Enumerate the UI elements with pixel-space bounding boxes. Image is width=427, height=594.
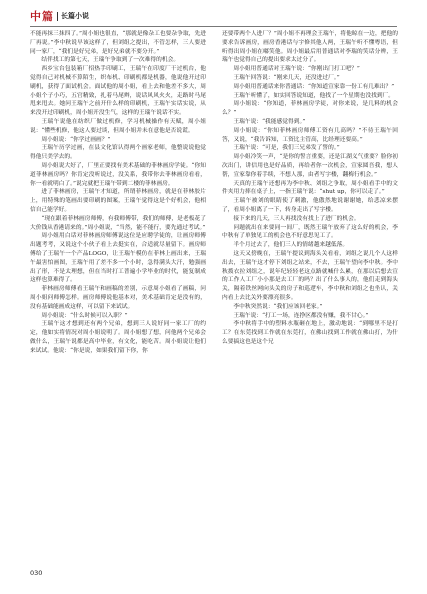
paragraph: 问题就出在来要同一间厂，既然王瑞午放弃了这么好的机会，李中秋有了单独见工的机会也不好意思见工了。 [222,224,398,240]
paragraph: 还要带两个人进厂？”周小姐不再理会王瑞午，将他晾在一边，把他的要求告诉画房，画房香港话与宇修其他人两，王瑞午听不懂粤语，但听得出周小姐在嘟笑他。周小姐最后用普通话对李瑞的笑话分辨，王瑞午也觉得自己的提出要求太过分了。 [222,31,398,64]
section-title: 长篇小说 [61,12,89,20]
header-rule [30,26,397,27]
paragraph: 周小姐说：“什么时候可以入职？” [41,312,128,319]
paragraph: 王瑞午这才想到还有两个兄弟，想到三人说好同一家工厂的约定，他如实将情况对周小姐说明了。周小姐想了想，问他两个兄弟会做什么，王瑞午说都是高中毕业，有文化，能吃苦。周小姐说让他们来试试。他说：“你是说，如果我们留下你，你 [30,321,206,354]
paragraph: 周小姐用普通话来你普通话：“你知道宣家靠一份工有几难出？” [233,83,395,90]
right-column [222,30,398,558]
paragraph: 半个月过去了，他们三人的情绪越来越低落。 [233,242,349,249]
paragraph: 西乡宝台包装箱厂招热手印刷工，王瑞午在印度厂干过机台，他觉得自己对机械不算陌生，织布机、印刷机都是机器，他说他开过印刷机，获得了面试机会。面试他的周小姐，看上去和他差不多大，周小姐个子小巧，五官精致，扎着马尾辫，说话风风火火，走路时马尾甩来甩去。她问王瑞午之前开什么样的印刷机，王瑞午实话实说，从来没开过印刷机，周小姐开没生气，这样的王瑞午说话不实。 [30,66,206,117]
paragraph: 接下来的几天，三人再找没有找上了进厂的机会。 [233,215,360,222]
paragraph: 周小姐说：“你知道，菲林画房学徒，对你来说，是几料的机会么？” [222,101,398,117]
paragraph: 周小姐说大好了，厂里正要找有美术基础的菲林画房学徒。“你知道菲林画房吗？你肯定没听说过，没关系，我带你去菲林画房看看，你一看就明白了。”说完就把王瑞午带到二楼的菲林画房。 [30,162,206,187]
left-column [30,30,206,558]
paragraph: 周小姐说：“你学过画画？” [41,136,111,143]
paragraph: 周小姐用白话对菲林画房师傅说这位是应聘学徒的，让画房师傅出题考考，又说这个小伙子看上去挺实在，合适就尽量留下。画房师傅给了王瑞午一个产品LOGO，让王瑞午模仿在菲林上画出来，王瑞午最害怕画图，王瑞午用了差不多一个小时，急得满头大汗，勉强画出了形，不是太理想，但在当时打工普遍小学毕业的时代，能复制成这样也算难得了。 [30,233,206,284]
paragraph: 李中秋突然说：“我们应该回老家。” [233,303,323,310]
magazine-logo: 中篇 [30,10,54,23]
paragraph: 王瑞午说他在纺织厂做过机修，学习机械操作有天赋，周小姐说：“懂些机修，他这人要过谈，但周小姐并未在意他是否说谎。 [30,118,206,134]
paragraph: 这天又傍晚在，王瑞午提议到海头关看看，刘组之说几个人这样出去，王瑞午这才停下刘组之站来，不去，王瑞午望向李中秋。李中秋拨衣拉刘组之，说年纪轻轻老这点路就喊什么累，在那以后想去宣的工作人工厂小小那是去工厂的吗？出了什么事人的，他们走到海头关，隔着铁丝网向头关的房子和巡逻车，李中秋和刘组之也坐认，关内看上去比关外要漂亮很多。 [222,250,398,301]
paragraph: 王瑞午听懂了，如实回答说知道，他找了一个星期也没找到厂。 [233,92,395,99]
article-body [30,30,398,558]
paragraph: 王瑞午说：“可是，我们三兄弟发了誓的。” [233,145,340,152]
paragraph: 周小姐冷笑一声，“是你的誓言重要，还是江湖义气重要？脸你初次出门，讲信用也是好品质，再给者你一次机会，宣家圆吾我，想人帮，宣家靠你着手续，不想人那，由者写字楼，翻梅行机会。” [222,154,398,178]
paragraph: 王瑞午被刘的眼睛使了刺激，他傲然地说谢谢她，给悲凉来摆了，看周小姐离了一下，转身走出了写字楼。 [222,198,398,213]
paragraph: “现在跟着菲林画房师傅，有我师傅带，我们的师傅，是老板花了大价钱从香港请来的。”周小姐说，“当然，能不能行，要先通过考试。” [30,215,206,231]
paragraph: 王瑞午回答说：“刚来几天，还没进过厂。” [233,74,340,81]
page-header [30,8,89,24]
paragraph: 王瑞午说：“打工一场，连挣区都没有赚，我不甘心。” [233,312,369,319]
paragraph: 菲林画房师傅看王瑞午和画稿的差别，示意周小姐看了画稿，问周小姐问师傅怎样。画房师傅说他基本对，美术基础肯定是没有的，没有基础能画成这样，可以留下来试试。 [30,286,206,310]
paragraph: 不能再抹三抹四了。”周小姐也很直，“那就是像杂工也要杂争取，先进厂再说。”李中秋说早该这样了，但刘组之提出，不管怎样，三人要进同一家厂，“我们是好兄弟，是好兄弟就不要分开。” [30,31,206,55]
paragraph: 天真的王瑞午还想再为李中秋、刘组之争取，周小姐看手中的文件夹用力摔在桌子上，一指王瑞午说：“shut up，你可以走了。” [222,180,398,196]
paragraph: 王瑞午说：“我能感觉得到。” [233,118,306,125]
page-number: 030 [30,569,43,577]
paragraph: 进了菲林画房，王瑞午才知道，所谓菲林画房，就是在菲林胶片上，用特殊的笔画出要印刷的图案，王瑞午觉得这是个好机会，他相信自己能学好。 [30,189,206,213]
paragraph: 周小姐用普通话对王瑞午说：“你刚出门打工吧？” [233,66,360,73]
paragraph: 结伴找工的第七天，王瑞午争取到了一次难得的机会。 [41,57,180,64]
paragraph: 李中秋将手中的塑料水瓶砸在地上，激动地说：“到哪里不是打工？在东莞找到工作就在东莞打，在佛山找到工作就在佛山打，为什么要搞这也是这个兄 [222,321,398,345]
paragraph: 周小姐说：“你知菲林画房师傅工资有几高吗？”不待王瑞午回答，又说，“我告诉知，工资比主管高，比经理还要高。” [222,127,398,143]
header-divider [57,12,58,21]
paragraph: 王瑞午历学过画，在县文化馆认得两个画家老师，他整说说他觉得他只美学去的。 [30,145,206,161]
